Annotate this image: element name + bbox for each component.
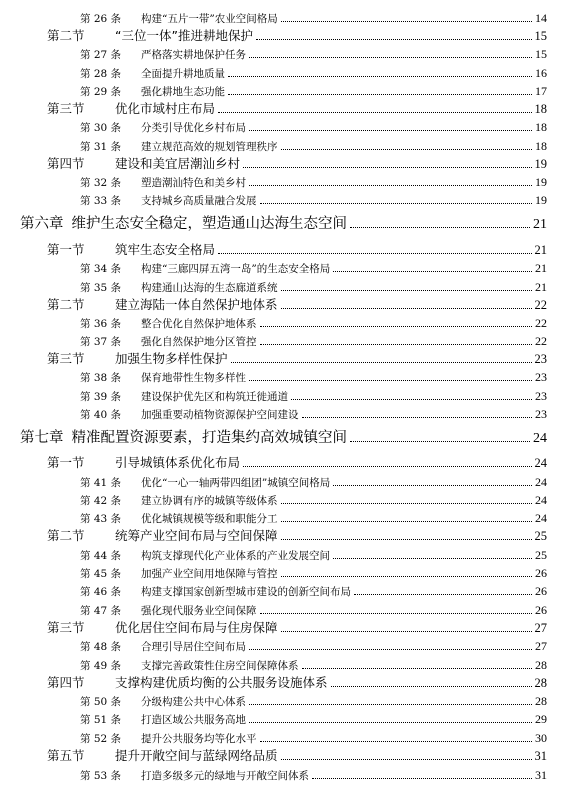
- toc-entry-label: 第 32 条: [80, 175, 141, 190]
- toc-entry-label: 第 45 条: [80, 566, 141, 581]
- dot-leader: [249, 185, 532, 186]
- toc-entry-title: 保育地带性生物多样性: [141, 372, 246, 384]
- dot-leader: [249, 649, 532, 650]
- dot-leader: [218, 112, 531, 113]
- toc-entry-page-number: 26: [535, 566, 547, 580]
- toc-article-entry[interactable]: [80, 117, 547, 135]
- toc-article-entry[interactable]: [80, 728, 547, 746]
- toc-entry-title: 优化城镇规模等级和职能分工: [141, 513, 278, 525]
- toc-entry-label: 第 33 条: [80, 193, 141, 208]
- toc-entry-title: 全面提升耕地质量: [141, 68, 225, 80]
- toc-entry-title: 精准配置资源要素，打造集约高效城镇空间: [72, 426, 348, 447]
- toc-entry-label: 第 38 条: [80, 370, 141, 385]
- dot-leader: [281, 759, 532, 760]
- toc-article-entry[interactable]: [80, 655, 547, 673]
- toc-entry-label: 第三节: [47, 618, 115, 636]
- toc-entry-page-number: 22: [535, 334, 547, 348]
- dot-leader: [260, 613, 533, 614]
- toc-entry-page-number: 21: [533, 217, 547, 232]
- toc-entry-label: 第五节: [47, 746, 115, 764]
- toc-article-entry[interactable]: [80, 277, 547, 295]
- toc-article-entry[interactable]: [80, 190, 547, 208]
- dot-leader: [350, 227, 530, 228]
- toc-entry-title: 提升公共服务均等化水平: [141, 733, 257, 745]
- toc-entry-label: 第 42 条: [80, 493, 141, 508]
- toc-entry-title: 构筑支撑现代化产业体系的产业发展空间: [141, 550, 330, 562]
- toc-entry-label: 第七章: [20, 426, 64, 447]
- dot-leader: [281, 149, 533, 150]
- toc-entry-page-number: 23: [535, 389, 547, 403]
- dot-leader: [228, 94, 532, 95]
- toc-entry-label: 第 52 条: [80, 731, 141, 746]
- toc-entry-label: 第 30 条: [80, 120, 141, 135]
- toc-entry-label: 第三节: [47, 349, 115, 367]
- dot-leader: [281, 21, 532, 22]
- toc-entry-page-number: 22: [535, 316, 547, 330]
- toc-article-entry[interactable]: [80, 258, 547, 276]
- toc-entry-title: 打造多级多元的绿地与开敞空间体系: [141, 770, 309, 782]
- toc-entry-page-number: 21: [534, 243, 547, 257]
- toc-entry-page-number: 19: [535, 193, 547, 207]
- toc-article-entry[interactable]: [80, 313, 547, 331]
- toc-entry-label: 第 53 条: [80, 768, 141, 783]
- toc-entry-page-number: 16: [535, 66, 547, 80]
- toc-entry-title: 优化市域村庄布局: [115, 101, 216, 116]
- dot-leader: [260, 203, 533, 204]
- toc-article-entry[interactable]: [80, 636, 547, 654]
- toc-article-entry[interactable]: [80, 581, 547, 599]
- toc-section-entry[interactable]: [47, 453, 547, 471]
- toc-entry-page-number: 24: [535, 475, 547, 489]
- toc-entry-title: 建设保护优先区和构筑迁徙通道: [141, 391, 288, 403]
- toc-entry-page-number: 28: [534, 676, 547, 690]
- toc-entry-page-number: 29: [535, 712, 547, 726]
- toc-section-entry[interactable]: [47, 618, 547, 636]
- toc-entry-page-number: 26: [535, 603, 547, 617]
- toc-article-entry[interactable]: [80, 386, 547, 404]
- toc-entry-label: 第 49 条: [80, 658, 141, 673]
- toc-entry-title: 提升开敞空间与蓝绿网络品质: [115, 748, 278, 763]
- toc-entry-label: 第 36 条: [80, 316, 141, 331]
- dot-leader: [249, 704, 532, 705]
- toc-entry-label: 第 34 条: [80, 261, 141, 276]
- toc-entry-label: 第一节: [47, 240, 115, 258]
- toc-entry-title: 强化现代服务业空间保障: [141, 605, 257, 617]
- dot-leader: [249, 722, 532, 723]
- toc-entry-title: 引导城镇体系优化布局: [115, 455, 241, 470]
- dot-leader: [260, 326, 533, 327]
- toc-entry-title: 强化自然保护地分区管控: [141, 336, 257, 348]
- toc-entry-label: 第 51 条: [80, 712, 141, 727]
- toc-entry-label: 第 31 条: [80, 139, 141, 154]
- dot-leader: [291, 399, 532, 400]
- toc-entry-label: 第六章: [20, 212, 64, 233]
- toc-entry-title: 优化“一心一轴两带四组团”城镇空间格局: [141, 477, 331, 489]
- toc-article-entry[interactable]: [80, 691, 547, 709]
- toc-article-entry[interactable]: [80, 765, 547, 783]
- toc-article-entry[interactable]: [80, 490, 547, 508]
- toc-entry-page-number: 18: [535, 139, 547, 153]
- toc-entry-title: 构建支撑国家创新型城市建设的创新空间布局: [141, 586, 351, 598]
- toc-entry-page-number: 21: [535, 280, 547, 294]
- toc-entry-label: 第二节: [47, 526, 115, 544]
- toc-entry-title: 加强产业空间用地保障与管控: [141, 568, 278, 580]
- toc-entry-page-number: 31: [534, 749, 547, 763]
- toc-article-entry[interactable]: [80, 63, 547, 81]
- toc-entry-label: 第四节: [47, 673, 115, 691]
- toc-article-entry[interactable]: [80, 136, 547, 154]
- toc-entry-title: 建设和美宜居潮汕乡村: [115, 156, 241, 171]
- toc-entry-page-number: 25: [535, 548, 547, 562]
- toc-section-entry[interactable]: [47, 240, 547, 258]
- toc-entry-title: 整合优化自然保护地体系: [141, 318, 257, 330]
- toc-entry-label: 第四节: [47, 154, 115, 172]
- dot-leader: [302, 417, 533, 418]
- dot-leader: [302, 668, 533, 669]
- toc-article-entry[interactable]: [80, 600, 547, 618]
- toc-entry-label: 第 43 条: [80, 511, 141, 526]
- toc-article-entry[interactable]: [80, 472, 547, 490]
- toc-entry-title: 构建“三廊四屏五湾一岛”的生态安全格局: [141, 263, 331, 275]
- toc-entry-title: 构建“五片一带”农业空间格局: [141, 13, 278, 25]
- toc-entry-page-number: 24: [533, 431, 547, 446]
- dot-leader: [281, 503, 533, 504]
- toc-section-entry[interactable]: [47, 154, 547, 172]
- toc-entry-title: 分类引导优化乡村布局: [141, 122, 246, 134]
- toc-chapter-entry[interactable]: [20, 425, 547, 447]
- dot-leader: [256, 39, 532, 40]
- toc-article-entry[interactable]: [80, 44, 547, 62]
- toc-entry-page-number: 18: [535, 120, 547, 134]
- toc-entry-title: 支持城乡高质量融合发展: [141, 195, 257, 207]
- toc-entry-title: 分级构建公共中心体系: [141, 696, 246, 708]
- toc-article-entry[interactable]: [80, 508, 547, 526]
- toc-entry-page-number: 15: [534, 29, 547, 43]
- toc-entry-label: 第三节: [47, 99, 115, 117]
- toc-entry-label: 第 48 条: [80, 639, 141, 654]
- toc-entry-page-number: 19: [534, 157, 547, 171]
- toc-article-entry[interactable]: [80, 172, 547, 190]
- toc-entry-label: 第 47 条: [80, 603, 141, 618]
- toc-entry-page-number: 24: [534, 456, 547, 470]
- toc-entry-page-number: 21: [535, 261, 547, 275]
- dot-leader: [260, 741, 533, 742]
- dot-leader: [333, 558, 532, 559]
- toc-entry-label: 第 28 条: [80, 66, 141, 81]
- toc-article-entry[interactable]: [80, 709, 547, 727]
- toc-entry-title: 加强生物多样性保护: [115, 351, 228, 366]
- toc-entry-page-number: 15: [535, 47, 547, 61]
- dot-leader: [333, 485, 532, 486]
- toc-entry-title: 维护生态安全稳定，塑造通山达海生态空间: [72, 212, 348, 233]
- toc-entry-title: 塑造潮汕特色和美乡村: [141, 177, 246, 189]
- toc-entry-page-number: 31: [535, 768, 547, 782]
- toc-entry-page-number: 23: [535, 370, 547, 384]
- toc-entry-label: 第 46 条: [80, 584, 141, 599]
- toc-section-entry[interactable]: [47, 99, 547, 117]
- toc-entry-page-number: 22: [534, 298, 547, 312]
- toc-entry-title: 合理引导居住空间布局: [141, 641, 246, 653]
- toc-entry-label: 第 50 条: [80, 694, 141, 709]
- toc-entry-label: 第二节: [47, 295, 115, 313]
- toc-article-entry[interactable]: [80, 8, 547, 26]
- toc-article-entry[interactable]: [80, 545, 547, 563]
- toc-entry-page-number: 27: [535, 639, 547, 653]
- toc-article-entry[interactable]: [80, 367, 547, 385]
- dot-leader: [218, 253, 531, 254]
- toc-entry-title: 筑牢生态安全格局: [115, 242, 216, 257]
- toc-article-entry[interactable]: [80, 331, 547, 349]
- toc-entry-title: 构建通山达海的生态廊道系统: [141, 282, 278, 294]
- dot-leader: [243, 167, 531, 168]
- dot-leader: [249, 380, 532, 381]
- toc-entry-title: 强化耕地生态功能: [141, 86, 225, 98]
- toc-entry-title: 支撑构建优质均衡的公共服务设施体系: [115, 675, 328, 690]
- toc-entry-page-number: 27: [534, 621, 547, 635]
- toc-entry-page-number: 18: [534, 102, 547, 116]
- toc-entry-label: 第 29 条: [80, 84, 141, 99]
- toc-entry-page-number: 28: [535, 694, 547, 708]
- toc-entry-title: 优化居住空间布局与住房保障: [115, 620, 278, 635]
- dot-leader: [312, 778, 532, 779]
- toc-entry-page-number: 23: [534, 352, 547, 366]
- dot-leader: [249, 57, 532, 58]
- toc-section-entry[interactable]: [47, 26, 547, 44]
- toc-entry-title: 严格落实耕地保护任务: [141, 49, 246, 61]
- toc-entry-page-number: 28: [535, 658, 547, 672]
- toc-entry-title: 建立协调有序的城镇等级体系: [141, 495, 278, 507]
- toc-entry-title: 支撑完善政策性住房空间保障体系: [141, 660, 299, 672]
- toc-entry-page-number: 24: [535, 511, 547, 525]
- toc-entry-label: 第 41 条: [80, 475, 141, 490]
- toc-section-entry[interactable]: [47, 295, 547, 313]
- dot-leader: [354, 594, 532, 595]
- toc-entry-page-number: 24: [535, 493, 547, 507]
- dot-leader: [281, 308, 532, 309]
- toc-article-entry[interactable]: [80, 81, 547, 99]
- toc-entry-page-number: 26: [535, 584, 547, 598]
- dot-leader: [281, 576, 533, 577]
- toc-entry-label: 第 27 条: [80, 47, 141, 62]
- toc-section-entry[interactable]: [47, 746, 547, 764]
- toc-entry-page-number: 17: [535, 84, 547, 98]
- toc-entry-label: 第二节: [47, 26, 115, 44]
- toc-chapter-entry[interactable]: [20, 211, 547, 233]
- toc-entry-title: 建立海陆一体自然保护地体系: [115, 297, 278, 312]
- dot-leader: [231, 362, 532, 363]
- toc-entry-title: 加强重要动植物资源保护空间建设: [141, 409, 299, 421]
- toc-entry-label: 第 39 条: [80, 389, 141, 404]
- toc-entry-label: 第 37 条: [80, 334, 141, 349]
- toc-article-entry[interactable]: [80, 563, 547, 581]
- toc-entry-page-number: 19: [535, 175, 547, 189]
- dot-leader: [281, 631, 532, 632]
- toc-section-entry[interactable]: [47, 349, 547, 367]
- dot-leader: [331, 686, 532, 687]
- toc-entry-page-number: 25: [534, 529, 547, 543]
- toc-entry-label: 第 26 条: [80, 11, 141, 26]
- toc-entry-page-number: 23: [535, 407, 547, 421]
- dot-leader: [281, 290, 533, 291]
- toc-entry-title: 建立规范高效的规划管理秩序: [141, 141, 278, 153]
- toc-entry-label: 第 35 条: [80, 280, 141, 295]
- toc-entry-label: 第 44 条: [80, 548, 141, 563]
- toc-entry-page-number: 14: [535, 11, 547, 25]
- dot-leader: [228, 76, 532, 77]
- dot-leader: [243, 466, 531, 467]
- dot-leader: [333, 271, 532, 272]
- toc-entry-title: 打造区域公共服务高地: [141, 714, 246, 726]
- dot-leader: [249, 130, 532, 131]
- dot-leader: [350, 441, 530, 442]
- toc-section-entry[interactable]: [47, 673, 547, 691]
- toc-entry-title: 统筹产业空间布局与空间保障: [115, 528, 278, 543]
- toc-entry-title: “三位一体”推进耕地保护: [115, 28, 253, 43]
- toc-article-entry[interactable]: [80, 404, 547, 422]
- toc-entry-page-number: 30: [535, 731, 547, 745]
- dot-leader: [260, 344, 533, 345]
- toc-entry-label: 第一节: [47, 453, 115, 471]
- dot-leader: [281, 539, 532, 540]
- toc-entry-label: 第 40 条: [80, 407, 141, 422]
- toc-section-entry[interactable]: [47, 526, 547, 544]
- dot-leader: [281, 521, 533, 522]
